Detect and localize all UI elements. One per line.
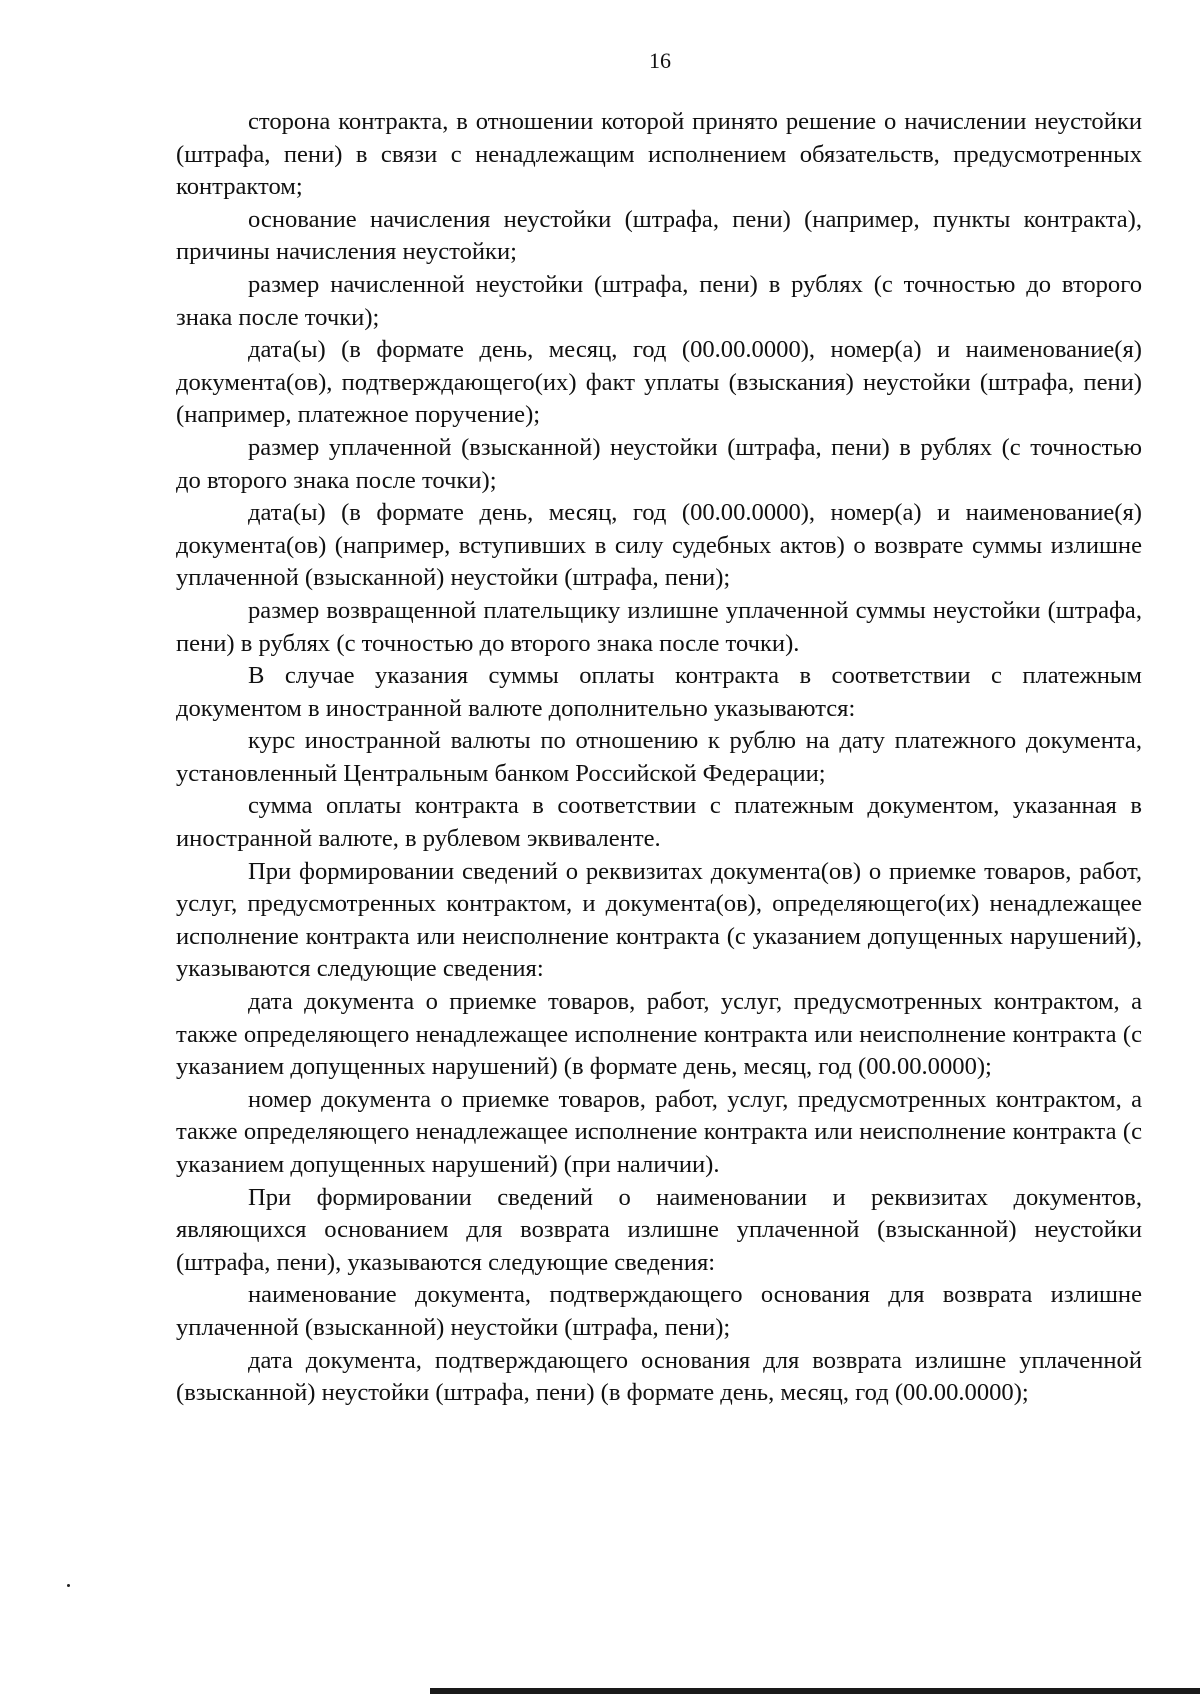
bottom-edge-rule [430,1688,1200,1694]
paragraph: В случае указания суммы оплаты контракта в соответствии с платежным документом в иностранной валюте дополнительно указываются: [176,662,1142,722]
paragraph: дата(ы) (в формате день, месяц, год (00.00.0000), номер(а) и наименование(я) документа(ов) (например, вступивших в силу судебных актов) о возврате суммы излишне уплаченной (взысканной) неустойки (штрафа, пени); [176,499,1142,592]
paragraph: сторона контракта, в отношении которой принято решение о начислении неустойки (штрафа, пени) в связи с ненадлежащим исполнением обязательств, предусмотренных контрактом; [176,108,1142,201]
scan-speck [67,1584,70,1587]
page-number: 16 [649,48,671,73]
paragraph: дата документа о приемке товаров, работ, услуг, предусмотренных контрактом, а также определяющего ненадлежащее исполнение контракта или неисполнение контракта (с указанием допущенных нарушений) (в формате день, месяц, год (00.00.0000); [176,988,1142,1081]
paragraph: сумма оплаты контракта в соответствии с платежным документом, указанная в иностранной валюте, в рублевом эквиваленте. [176,792,1142,853]
paragraph: размер возвращенной плательщику излишне уплаченной суммы неустойки (штрафа, пени) в рублях (с точностью до второго знака после точки). [176,596,1142,657]
paragraph: размер уплаченной (взысканной) неустойки (штрафа, пени) в рублях (с точностью до второго знака после точки); [176,433,1142,494]
paragraph: основание начисления неустойки (штрафа, пени) (например, пункты контракта), причины начисления неустойки; [176,205,1142,266]
document-body [176,106,1142,1410]
paragraph: размер начисленной неустойки (штрафа, пени) в рублях (с точностью до второго знака после точки); [176,270,1142,331]
paragraph: дата документа, подтверждающего основания для возврата излишне уплаченной (взысканной) неустойки (штрафа, пени) (в формате день, месяц, год (00.00.0000); [176,1346,1142,1407]
paragraph: дата(ы) (в формате день, месяц, год (00.00.0000), номер(а) и наименование(я) документа(ов), подтверждающего(их) факт уплаты (взыскания) неустойки (штрафа, пени) (например, платежное поручение); [176,336,1142,429]
paragraph: наименование документа, подтверждающего основания для возврата излишне уплаченной (взысканной) неустойки (штрафа, пени); [176,1281,1142,1341]
paragraph: номер документа о приемке товаров, работ, услуг, предусмотренных контрактом, а также определяющего ненадлежащее исполнение контракта или неисполнение контракта (с указанием допущенных нарушений) (при наличии). [176,1085,1142,1178]
paragraph: При формировании сведений о реквизитах документа(ов) о приемке товаров, работ, услуг, предусмотренных контрактом, и документа(ов), определяющего(их) ненадлежащее исполнение контракта или неисполнение контракта (с указанием допущенных нарушений), указываются следующие сведения: [176,857,1142,983]
paragraph: курс иностранной валюты по отношению к рублю на дату платежного документа, установленный Центральным банком Российской Федерации; [176,727,1142,787]
paragraph: При формировании сведений о наименовании и реквизитах документов, являющихся основанием для возврата излишне уплаченной (взысканной) неустойки (штрафа, пени), указываются следующие сведения: [176,1183,1142,1276]
